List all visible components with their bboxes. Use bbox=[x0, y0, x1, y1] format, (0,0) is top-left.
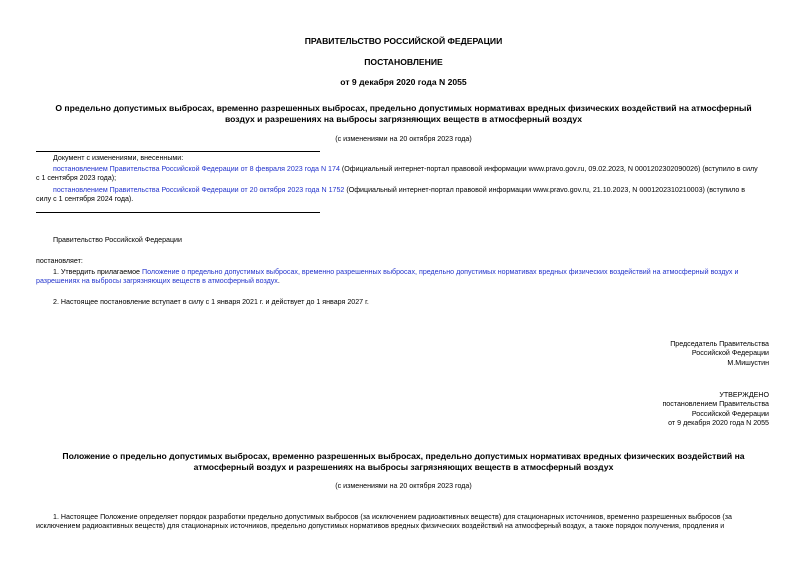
resolves: постановляет: bbox=[36, 257, 83, 265]
signature-name: М.Мишустин bbox=[727, 358, 769, 367]
document-type: ПОСТАНОВЛЕНИЕ bbox=[364, 57, 443, 67]
regulation-title-line-2: атмосферный воздух и разрешениях на выбросы загрязняющих веществ в атмосферный воздух bbox=[193, 462, 614, 472]
document-date-number: от 9 декабря 2020 года N 2055 bbox=[340, 77, 467, 87]
signature-position-1: Председатель Правительства bbox=[670, 340, 769, 348]
approved-by-2: Российской Федерации bbox=[691, 409, 769, 418]
changes-bottom-rule bbox=[36, 212, 320, 213]
paragraph-1-start: 1. Утвердить прилагаемое bbox=[53, 268, 142, 276]
changes-top-rule bbox=[36, 151, 320, 152]
change-item-2-cont: силу с 1 сентября 2024 года). bbox=[36, 195, 134, 204]
document-title-line-1: О предельно допустимых выбросах, временно разрешенных выбросах, предельно допустимых нормативах вредных физических воздействий на атмосферный bbox=[55, 103, 752, 113]
document-title-line-2: воздух и разрешениях на выбросы загрязняющих веществ в атмосферный воздух bbox=[224, 114, 583, 124]
paragraph-1-end: . bbox=[277, 277, 280, 286]
approved-label: УТВЕРЖДЕНО bbox=[719, 391, 769, 399]
signature-position-2: Российской Федерации bbox=[691, 349, 769, 358]
change-item-1-text: (Официальный интернет-портал правовой информации www.pravo.gov.ru, 09.02.2023, N 0001202302090026) (вступило в силу bbox=[339, 165, 758, 173]
approved-by-1: постановлением Правительства bbox=[662, 400, 769, 409]
changes-intro: Документ с изменениями, внесенными: bbox=[53, 154, 184, 162]
paragraph-2: 2. Настоящее постановление вступает в силу с 1 января 2021 г. и действует до 1 января 2027 г. bbox=[53, 298, 369, 306]
amendment-note: (с изменениями на 20 октября 2023 года) bbox=[335, 135, 472, 143]
document-title bbox=[0, 103, 807, 125]
regulation-paragraph-1 bbox=[36, 513, 769, 532]
paragraph-1 bbox=[36, 268, 769, 287]
regulation-paragraph-1-line-2: исключением радиоактивных веществ) для стационарных источников, предельно допустимых нормативов вредных физических воздействий на атмосферный воздух, а также порядок получения, продления и bbox=[36, 522, 725, 531]
regulation-link-a[interactable]: Положение о предельно допустимых выбросах, временно разрешенных выбросах, предельно допустимых нормативах вредных физических воздействий на атмосферный воздух и bbox=[141, 268, 739, 276]
regulation-link-b[interactable]: разрешениях на выбросы загрязняющих веществ в атмосферный воздух bbox=[36, 277, 278, 286]
regulation-paragraph-1-line-1: 1. Настоящее Положение определяет порядок разработки предельно допустимых выбросов (за исключением радиоактивных веществ) для стационарных источников, временно разрешенных выбросов (за bbox=[53, 513, 732, 521]
government-name: ПРАВИТЕЛЬСТВО РОССИЙСКОЙ ФЕДЕРАЦИИ bbox=[304, 36, 503, 46]
signature-block bbox=[670, 340, 769, 368]
approved-date: от 9 декабря 2020 года N 2055 bbox=[668, 418, 769, 427]
change-link-2[interactable]: постановлением Правительства Российской Федерации от 20 октября 2023 года N 1752 bbox=[53, 186, 345, 194]
change-item-2 bbox=[36, 186, 769, 205]
regulation-amendment-note: (с изменениями на 20 октября 2023 года) bbox=[335, 482, 472, 490]
regulation-title-line-1: Положение о предельно допустимых выбросах, временно разрешенных выбросах, предельно допустимых нормативах вредных физических воздействий на bbox=[62, 451, 745, 461]
change-item-1 bbox=[36, 165, 769, 184]
change-item-2-text: (Официальный интернет-портал правовой информации www.pravo.gov.ru, 21.10.2023, N 0001202310210003) (вступило в bbox=[344, 186, 746, 194]
issuer: Правительство Российской Федерации bbox=[53, 236, 182, 244]
change-link-1[interactable]: постановлением Правительства Российской Федерации от 8 февраля 2023 года N 174 bbox=[53, 165, 340, 173]
regulation-title bbox=[0, 451, 807, 473]
approval-block bbox=[662, 391, 769, 428]
change-item-1-cont: с 1 сентября 2023 года); bbox=[36, 174, 117, 183]
